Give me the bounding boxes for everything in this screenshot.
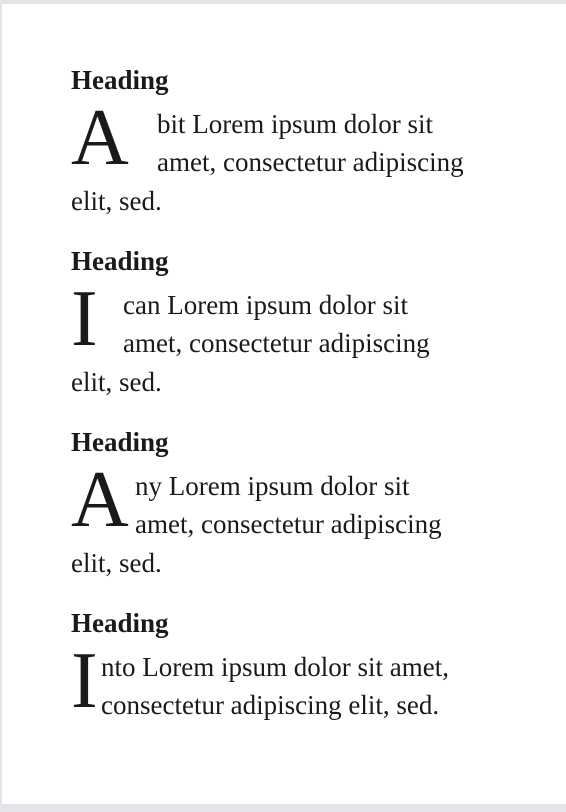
drop-cap: A	[71, 456, 129, 544]
paragraph-line: elit, sed.	[71, 548, 162, 578]
drop-cap: I	[71, 275, 98, 363]
paragraph-line: bit Lorem ipsum dolor sit	[157, 109, 433, 139]
section-heading: Heading	[71, 246, 169, 276]
paragraph-line: amet, consectetur adipiscing	[157, 147, 464, 177]
drop-cap: A	[71, 94, 129, 182]
drop-cap: I	[71, 637, 98, 725]
paragraph-line: amet, consectetur adipiscing	[135, 509, 442, 539]
document-page	[2, 4, 566, 804]
paragraph-line: consectetur adipiscing elit, sed.	[101, 690, 440, 720]
paragraph-line: ny Lorem ipsum dolor sit	[135, 471, 410, 501]
paragraph-line: can Lorem ipsum dolor sit	[123, 290, 408, 320]
paragraph-line: elit, sed.	[71, 367, 162, 397]
paragraph-line: nto Lorem ipsum dolor sit amet,	[101, 652, 449, 682]
paragraph-line: elit, sed.	[71, 186, 162, 216]
paragraph-line: amet, consectetur adipiscing	[123, 328, 430, 358]
section-heading: Heading	[71, 427, 169, 457]
section-heading: Heading	[71, 608, 169, 638]
section-heading: Heading	[71, 65, 169, 95]
